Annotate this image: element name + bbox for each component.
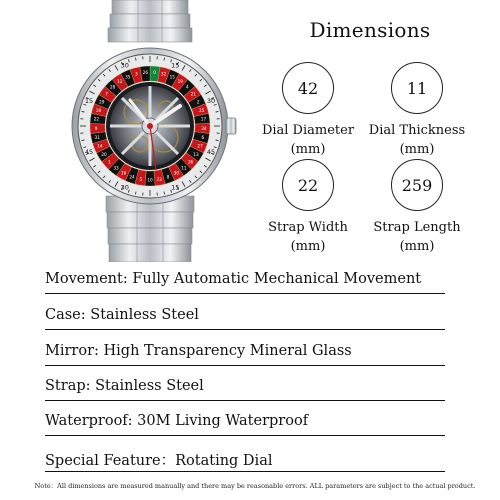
- dial-thickness-unit: (mm): [399, 142, 435, 157]
- roulette-number: 30: [173, 170, 180, 176]
- roulette-number: 31: [94, 134, 100, 140]
- dim-dial-thickness: [357, 62, 477, 159]
- roulette-number: 29: [99, 99, 105, 105]
- dial-thickness-label: Dial Thickness: [368, 123, 466, 138]
- dimensions-title: Dimensions: [309, 18, 431, 42]
- roulette-number: 5: [139, 176, 143, 182]
- bezel-number: 45: [206, 147, 216, 156]
- dial-diameter-value: 42: [282, 62, 334, 114]
- roulette-pocket: [90, 123, 105, 133]
- watch-image: [60, 0, 240, 262]
- roulette-number: 34: [201, 125, 207, 131]
- roulette-number: 18: [95, 107, 102, 113]
- spec-waterproof: Waterproof: 30M Living Waterproof: [45, 413, 445, 436]
- roulette-number: 22: [93, 116, 100, 122]
- roulette-number: 7: [105, 91, 108, 97]
- roulette-number: 27: [197, 143, 203, 149]
- roulette-number: 17: [200, 116, 207, 122]
- strap-width-label: Strap Width: [268, 220, 348, 235]
- roulette-number: 4: [186, 84, 189, 90]
- strap-length-value: 259: [391, 159, 443, 211]
- strap-length-unit: (mm): [399, 239, 435, 254]
- roulette-number: 21: [190, 91, 197, 97]
- roulette-number: 10: [147, 177, 153, 183]
- bracelet-top: [108, 0, 192, 42]
- dim-strap-width: [248, 159, 368, 256]
- watch-illustration: [60, 0, 240, 262]
- roulette-number: 25: [198, 107, 205, 113]
- dial-diameter-label: Dial Diameter: [261, 123, 355, 138]
- roulette-number: 35: [125, 74, 131, 80]
- roulette-number: 1: [108, 159, 111, 165]
- spec-special-feature: Special Feature：Rotating Dial: [45, 449, 445, 472]
- dim-strap-length: [357, 159, 477, 256]
- dial-thickness-value: 11: [391, 62, 443, 114]
- roulette-number: 23: [156, 176, 162, 182]
- roulette-number: 14: [97, 143, 103, 149]
- bezel-number: 45: [84, 147, 94, 156]
- bezel-number: 15: [171, 183, 180, 192]
- roulette-number: 19: [177, 78, 183, 84]
- spec-strap: Strap: Stainless Steel: [45, 378, 445, 401]
- bezel-number: 30: [206, 97, 216, 106]
- bezel-number: 30: [120, 183, 129, 192]
- bracelet-bottom: [106, 196, 194, 262]
- roulette-number: 20: [101, 151, 107, 157]
- strap-width-value: 22: [282, 159, 334, 211]
- roulette-number: 24: [129, 174, 135, 180]
- bezel-number: 30: [120, 61, 129, 70]
- roulette-number: 36: [187, 159, 194, 165]
- roulette-number: 9: [94, 125, 98, 131]
- strap-width-unit: (mm): [290, 239, 326, 254]
- roulette-number: 16: [120, 170, 127, 176]
- disclaimer-note: Note：All dimensions are measured manually and there may be reasonable errors. ALL parameters are subject to the actual product.: [34, 482, 476, 490]
- roulette-number: 26: [142, 69, 149, 75]
- bezel-number: 15: [171, 61, 180, 70]
- roulette-number: 15: [169, 74, 175, 80]
- spec-mirror: Mirror: High Transparency Mineral Glass: [45, 343, 445, 366]
- dial-diameter-unit: (mm): [290, 142, 326, 157]
- roulette-number: 3: [135, 71, 138, 77]
- roulette-number: 0: [153, 69, 156, 75]
- dim-dial-diameter: [248, 62, 368, 159]
- roulette-number: 13: [193, 151, 199, 157]
- roulette-number: 12: [117, 78, 123, 84]
- roulette-number: 32: [160, 71, 167, 77]
- spec-case: Case: Stainless Steel: [45, 307, 445, 330]
- roulette-number: 33: [113, 165, 119, 171]
- roulette-number: 28: [109, 84, 116, 90]
- roulette-number: 8: [166, 174, 170, 180]
- bezel-number: 15: [84, 97, 94, 106]
- strap-length-label: Strap Length: [373, 220, 461, 235]
- roulette-number: 2: [196, 99, 200, 105]
- spec-movement: Movement: Fully Automatic Mechanical Movement: [45, 271, 445, 294]
- roulette-number: 11: [181, 165, 187, 171]
- roulette-number: 6: [201, 134, 205, 140]
